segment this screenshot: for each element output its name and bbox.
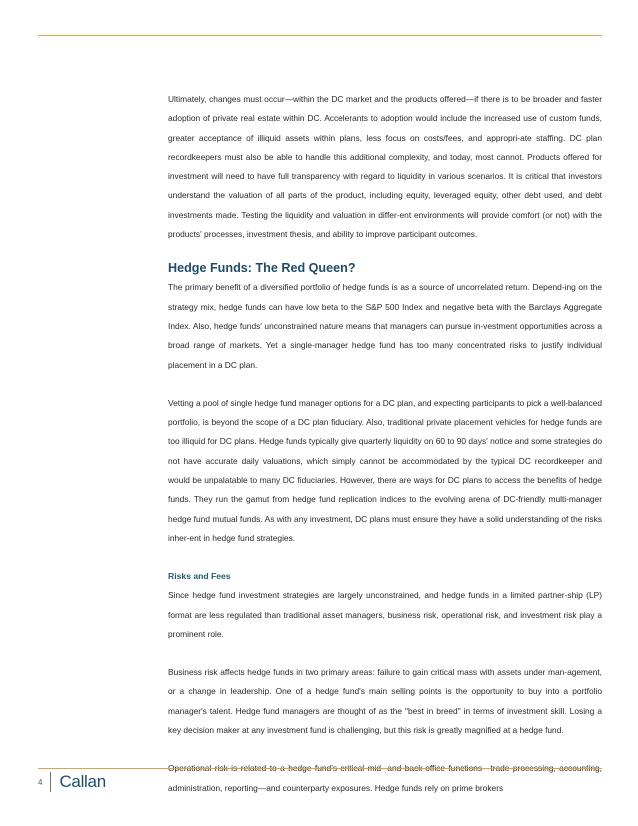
subsection-heading: Risks and Fees (168, 571, 231, 582)
page-footer (38, 772, 106, 792)
section-heading: Hedge Funds: The Red Queen? (168, 261, 356, 276)
footer-divider (50, 772, 51, 792)
paragraph-hedge-fund-benefit: The primary benefit of a diversified portfolio of hedge funds is as a source of uncorrelated return. Depend-ing on the strategy mix, hedge funds can have low beta to the S&P 500 Index and negative beta with the Barclays Aggregate Index. Also, hedge funds' unconstrained nature means that managers can pursue in-vestment opportunities across a broad range of markets. Yet a single-manager hedge fund has too many concentrated risks to justify individual placement in a DC plan. (168, 282, 602, 370)
top-rule (38, 35, 602, 36)
page-number: 4 (38, 777, 43, 787)
callan-logo: Callan (59, 772, 106, 791)
bottom-rule (38, 768, 602, 769)
paragraph-hedge-fund-vetting: Vetting a pool of single hedge fund manager options for a DC plan, and expecting participants to pick a well-balanced portfolio, is beyond the scope of a DC plan fiduciary. Also, traditional private placement vehicles for hedge funds are too illiquid for DC plans. Hedge funds typically give quarterly liquidity on 60 to 90 days' notice and some strategies do not have accurate daily valuations, which simply cannot be accommodated by the typical DC recordkeeper and would be unpalatable to many DC fiduciaries. However, there are ways for DC plans to access the benefits of hedge funds. They run the gamut from hedge fund replication indices to the evolving arena of DC-friendly multi-manager hedge fund mutual funds. As with any investment, DC plans must ensure they have a solid understanding of the risks inher-ent in hedge fund strategies. (168, 397, 602, 543)
paragraph-operational-risk: administration, reporting—and counterparty exposures. Hedge funds rely on prime brokers (168, 782, 504, 793)
page-content (168, 90, 602, 798)
paragraph-risk-overview: Since hedge fund investment strategies are largely unconstrained, and hedge funds in a limited partner-ship (LP) format are less regulated than traditional asset managers, business risk, operational risk, and investment risk play a prominent role. (168, 590, 602, 639)
paragraph-business-risk: Business risk affects hedge funds in two primary areas: failure to gain critical mass with assets under man-agement, or a change in leadership. One of a hedge fund's main selling points is the opportunity to buy into a portfolio manager's talent. Hedge fund managers are thought of as the "best in breed" in terms of investment skill. Losing a key decision maker at any investment fund is challenging, but this risk is greatly magnified at a hedge fund. (168, 667, 602, 736)
paragraph-real-estate-conclusion: Ultimately, changes must occur—within the DC market and the products offered—if there is to be broader and faster adoption of private real estate within DC. Accelerants to adoption would include the increased use of custom funds, greater acceptance of illiquid assets within plans, less focus on costs/fees, and appropri-ate staffing. DC plan recordkeepers must also be able to handle this additional complexity, and today, most cannot. Products offered for investment will need to have full transparency with regard to liquidity in various scenarios. It is critical that investors understand the valuation of all parts of the product, including equity, leveraged equity, other debt used, and debt investments made. Testing the liquidity and valuation in differ-ent environments will provide comfort (or not) with the products' processes, investment thesis, and ability to improve participant outcomes. (168, 94, 602, 240)
